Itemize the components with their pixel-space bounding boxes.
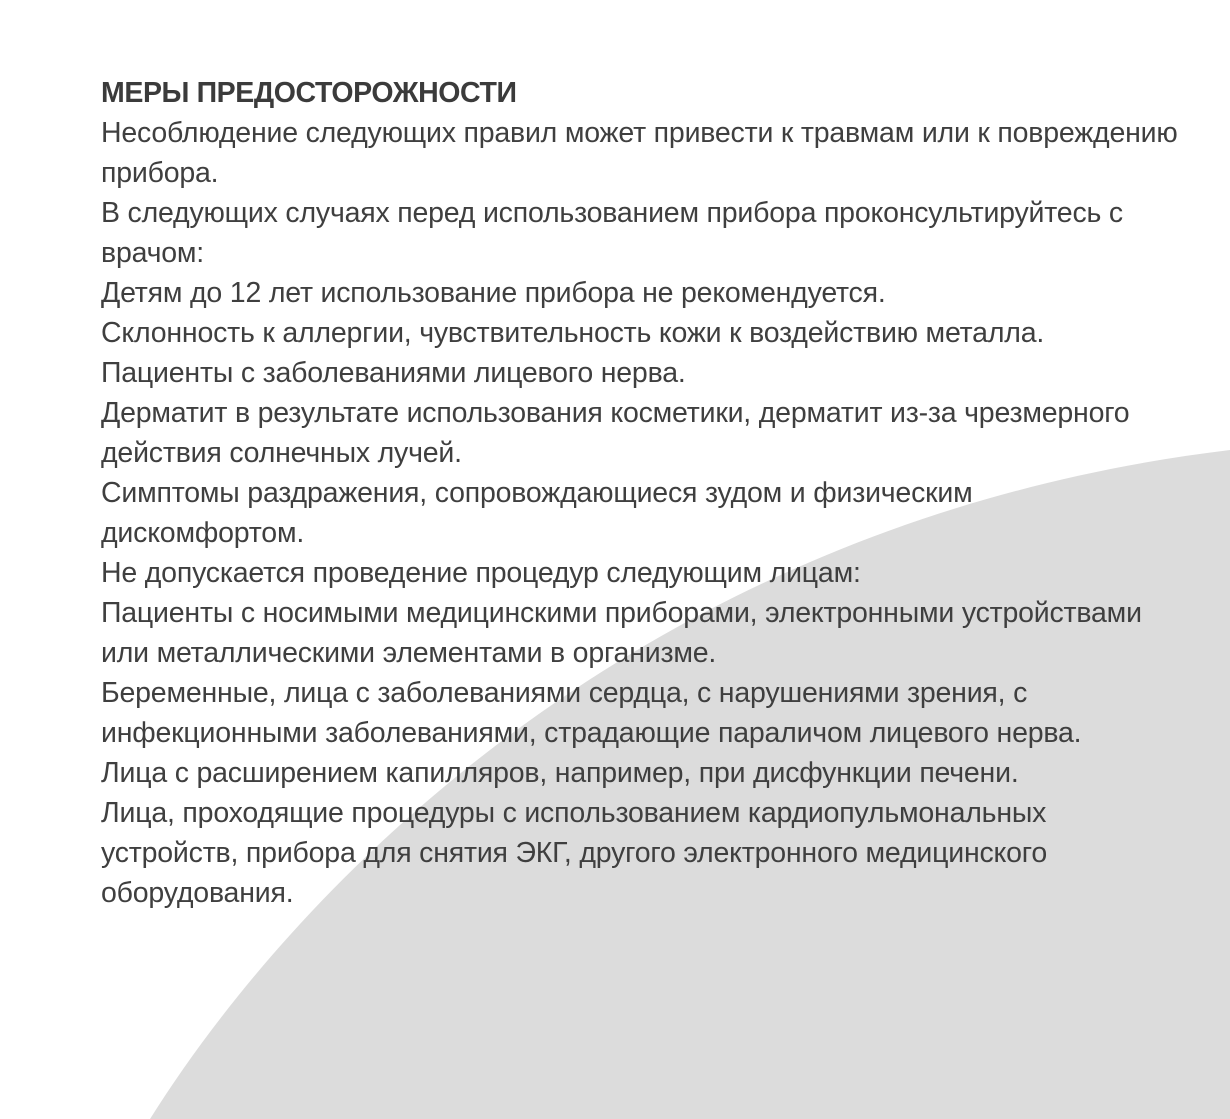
paragraph-12: Лица, проходящие процедуры с использованием кардиопульмональных устройств, прибора для снятия ЭКГ, другого электронного медицинского оборудования. [101, 797, 1047, 909]
paragraph-11: Лица с расширением капилляров, например, при дисфункции печени. [101, 757, 1019, 789]
paragraph-1: Несоблюдение следующих правил может привести к травмам или к повреждению прибора. [101, 117, 1178, 189]
document-title: МЕРЫ ПРЕДОСТОРОЖНОСТИ [101, 77, 517, 109]
paragraph-9: Пациенты с носимыми медицинскими приборами, электронными устройствами или металлическими элементами в организме. [101, 597, 1142, 669]
paragraph-5: Пациенты с заболеваниями лицевого нерва. [101, 357, 686, 389]
paragraph-10: Беременные, лица с заболеваниями сердца, с нарушениями зрения, с инфекционными заболеваниями, страдающие параличом лицевого нерва. [101, 677, 1082, 749]
paragraph-3: Детям до 12 лет использование прибора не рекомендуется. [101, 277, 886, 309]
paragraph-2: В следующих случаях перед использованием прибора проконсультируйтесь с врачом: [101, 197, 1123, 269]
paragraph-6: Дерматит в результате использования косметики, дерматит из-за чрезмерного действия солнечных лучей. [101, 397, 1130, 469]
paragraph-4: Склонность к аллергии, чувствительность кожи к воздействию металла. [101, 317, 1045, 349]
document-content [101, 73, 1181, 913]
paragraph-8: Не допускается проведение процедур следующим лицам: [101, 557, 861, 589]
paragraph-7: Симптомы раздражения, сопровождающиеся зудом и физическим дискомфортом. [101, 477, 973, 549]
